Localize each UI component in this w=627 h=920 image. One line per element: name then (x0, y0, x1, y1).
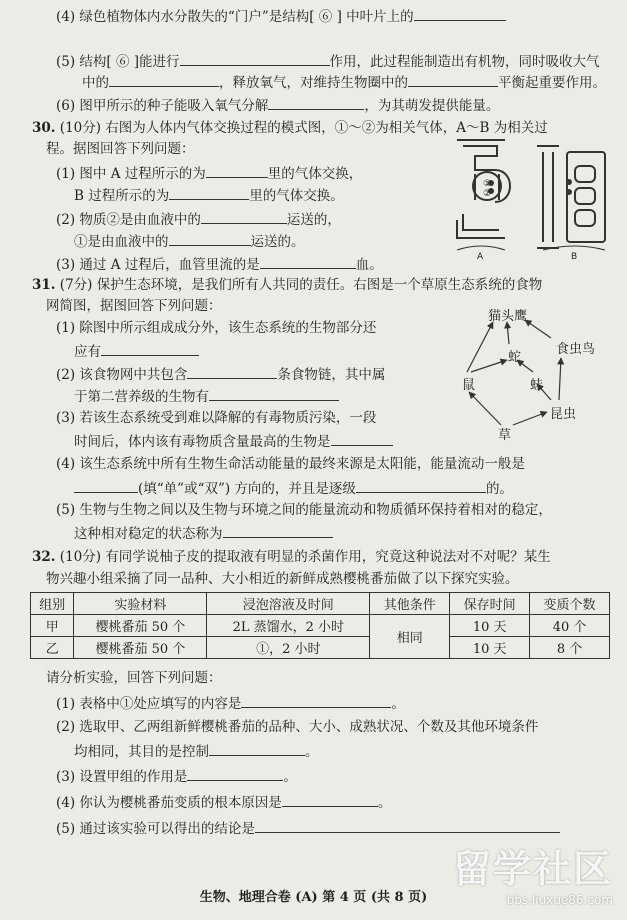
q30-stem-line2: 程。据图回答下列问题： (46, 141, 195, 157)
q31-item5-text-b: 这种相对稳定的状态称为 (74, 526, 223, 542)
q31-item2 (56, 364, 385, 384)
q29-item6-text-b: ，为其萌发提供能量。 (364, 98, 500, 114)
q32-item5-text: (5) 通过该实验可以得出的结论是 (56, 821, 255, 837)
table-header: 变质个数 (530, 593, 610, 615)
q29-item6 (56, 95, 499, 115)
answer-blank[interactable] (282, 792, 378, 807)
table-header: 其他条件 (370, 593, 450, 615)
q31-item4-line2: (填“单”或“双”) 方向的，并且是逐级 的。 (74, 478, 513, 498)
experiment-table (30, 592, 610, 659)
page-footer: 生物、地理合卷 (A) 第 4 页 (共 8 页) (199, 890, 428, 905)
table-cell: 40 个 (530, 615, 610, 637)
q29-item6-text-a: (6) 图甲所示的种子能吸入氧气分解 (56, 98, 269, 114)
food-web-frog: 蛙 (530, 378, 544, 393)
q31-item2-text-b: 条食物链，其中属 (277, 367, 386, 383)
q32-item4-text: (4) 你认为樱桃番茄变质的根本原因是 (56, 795, 282, 811)
q31-item3-text-b: 时间后，体内该有毒物质含量最高的生物是 (74, 434, 331, 450)
q30-item3 (56, 254, 383, 274)
answer-blank[interactable] (206, 163, 268, 178)
q30-item2-line2 (74, 231, 305, 251)
q31-number: 31. (32, 277, 56, 293)
answer-blank[interactable] (268, 95, 364, 110)
food-web-arrows (455, 300, 615, 445)
answer-blank[interactable] (201, 209, 287, 224)
food-web-insect: 昆虫 (550, 407, 577, 422)
q29-item5-line2 (82, 72, 606, 92)
table-header: 实验材料 (74, 593, 207, 615)
q30-header (32, 119, 548, 137)
q30-item2-text-c: ①是由血液中的 (74, 234, 169, 250)
diagram-gas-1-label: ① (483, 179, 492, 189)
table-cell: ①，2 小时 (207, 637, 370, 659)
q30-item1 (56, 163, 362, 183)
q29-item4-text: (4) 绿色植物体内水分散失的“门户”是结构[ ⑥ ] 中叶片上的 (56, 9, 414, 25)
q31-item2-text-c: 于第二营养级的生物有 (74, 389, 209, 405)
q32-number: 32. (32, 549, 56, 565)
q31-item1-text-a: (1) 除图中所示组成成分外，该生态系统的生物部分还 (56, 320, 377, 336)
table-cell: 2L 蒸馏水，2 小时 (207, 615, 370, 637)
table-header: 保存时间 (450, 593, 530, 615)
q31-item2-line2 (74, 386, 339, 406)
answer-blank[interactable] (180, 51, 330, 66)
q31-item2-text-a: (2) 该食物网中共包含 (56, 367, 188, 383)
q31-item4-text-b: (填“单”或“双”) 方向的，并且是逐级 (138, 481, 356, 497)
q30-item3-text-b: 血。 (355, 257, 383, 273)
q30-item2-text-b: 运送的， (286, 212, 341, 228)
q30-item2-text-a: (2) 物质②是由血液中的 (56, 212, 201, 228)
answer-blank[interactable] (241, 693, 391, 708)
q31-item3-text-a: (3) 若该生态系统受到难以降解的有毒物质污染，一段 (56, 410, 377, 426)
q30-item1-text-d: 里的气体交换。 (249, 188, 344, 204)
answer-blank[interactable] (109, 72, 219, 87)
q30-item1-line2 (74, 185, 344, 205)
q32-item1: (1) 表格中①处应填写的内容是 。 (56, 693, 405, 713)
food-web-grass: 草 (498, 428, 512, 443)
table-cell-merged: 相同 (370, 615, 450, 659)
q32-item1-text: (1) 表格中①处应填写的内容是 (56, 696, 242, 712)
answer-blank[interactable] (356, 478, 486, 493)
answer-blank[interactable] (414, 6, 506, 21)
food-web-eagle: 猫头鹰 (488, 309, 528, 324)
answer-blank[interactable] (209, 741, 305, 756)
answer-blank[interactable] (223, 523, 333, 538)
q31-item4-text-a: (4) 该生态系统中所有生物生命活动能量的最终来源是太阳能，能量流动一般是 (56, 456, 525, 472)
q31-item5-line2 (74, 523, 333, 543)
q32-item2-line2: 均相同，其目的是控制 。 (74, 741, 319, 761)
table-cell: 10 天 (450, 637, 530, 659)
q32-intro: 请分析实验，回答下列问题： (46, 670, 222, 686)
diagram-label-b: B (571, 252, 578, 260)
q29-item5 (56, 51, 600, 71)
table-cell: 乙 (31, 637, 74, 659)
q29-item5-text-c: 中的 (82, 75, 109, 91)
table-cell: 樱桃番茄 50 个 (74, 637, 207, 659)
q32-item2-text-a: (2) 选取甲、乙两组新鲜樱桃番茄的品种、大小、成熟状况、个数及其他环境条件 (56, 719, 539, 735)
watermark-url: bbs.liuxue86.com (506, 893, 613, 907)
q30-item1-text-a: (1) 图中 A 过程所示的为 (56, 166, 206, 182)
answer-blank[interactable] (74, 478, 138, 493)
q32-item4: (4) 你认为樱桃番茄变质的根本原因是 。 (56, 792, 391, 812)
answer-blank[interactable] (408, 72, 498, 87)
q31-item3-line2 (74, 431, 393, 451)
table-cell: 8 个 (530, 637, 610, 659)
q30-item1-text-b: 里的气体交换， (267, 166, 363, 182)
answer-blank[interactable] (169, 231, 251, 246)
q29-item5-text-d: ，释放氧气，对维持生物圈中的 (219, 75, 408, 91)
q29-item5-text-e: 平衡起重要作用。 (498, 75, 606, 91)
q30-item1-text-c: B 过程所示的为 (74, 188, 170, 204)
table-cell: 甲 (31, 615, 74, 637)
watermark-brand: 留学社区 (452, 847, 613, 891)
q32-stem-line2: 物兴趣小组采摘了同一品种、大小相近的新鲜成熟樱桃番茄做了以下探究实验。 (46, 571, 519, 587)
answer-blank[interactable] (209, 386, 339, 401)
table-row (31, 615, 610, 637)
q32-item3-text: (3) 设置甲组的作用是 (56, 769, 188, 785)
food-web-mouse: 鼠 (462, 378, 476, 393)
q30-number: 30. (32, 120, 56, 136)
q30-item3-text-a: (3) 通过 A 过程后，血管里流的是 (56, 257, 260, 273)
q29-item4 (56, 6, 506, 26)
q30-stem-line1: (10分) 右图为人体内气体交换过程的模式图，①～②为相关气体，A～B 为相关过 (59, 120, 548, 136)
q31-item1-line2 (74, 341, 199, 361)
answer-blank[interactable] (187, 766, 283, 781)
table-row (31, 637, 610, 659)
table-header: 组别 (31, 593, 74, 615)
q31-item1-text-b: 应有 (74, 344, 101, 360)
q32-item2-text-b: 均相同，其目的是控制 (74, 744, 209, 760)
q32-item3: (3) 设置甲组的作用是 。 (56, 766, 297, 786)
table-header: 浸泡溶液及时间 (207, 593, 370, 615)
diagram-label-a: A (477, 252, 484, 260)
answer-blank[interactable] (187, 364, 277, 379)
site-watermark (453, 838, 613, 907)
food-web-insect-bird: 食虫鸟 (556, 342, 596, 357)
q32-stem-line1: (10分) 有同学说柚子皮的提取液有明显的杀菌作用，究竟这种说法对不对呢？某生 (59, 549, 551, 565)
answer-blank[interactable] (255, 818, 560, 833)
answer-blank[interactable] (331, 431, 393, 446)
q31-item5-text-a: (5) 生物与生物之间以及生物与环境之间的能量流动和物质循环保持着相对的稳定， (56, 502, 552, 518)
q30-item2 (56, 209, 341, 229)
q32-item5 (56, 818, 560, 838)
q31-header (32, 276, 542, 294)
q29-item5-text-a: (5) 结构[ ⑥ ]能进行 (56, 54, 180, 70)
q29-item5-text-b: 作用，此过程能制造出有机物，同时吸收大气 (329, 54, 600, 70)
diagram-gas-2-label: ② (483, 189, 492, 199)
answer-blank[interactable] (101, 341, 199, 356)
food-web-snake: 蛇 (508, 350, 522, 365)
answer-blank[interactable] (169, 185, 249, 200)
answer-blank[interactable] (260, 254, 356, 269)
table-cell: 樱桃番茄 50 个 (74, 615, 207, 637)
table-header-row (31, 593, 610, 615)
q32-header (32, 548, 551, 566)
gas-exchange-diagram (455, 138, 615, 260)
q31-stem-line2: 网简图，据图回答下列问题： (46, 298, 222, 314)
q31-stem-line1: (7分) 保护生态环境，是我们所有人共同的责任。右图是一个草原生态系统的食物 (59, 277, 543, 293)
q30-item2-text-d: 运送的。 (250, 234, 305, 250)
table-cell: 10 天 (450, 615, 530, 637)
